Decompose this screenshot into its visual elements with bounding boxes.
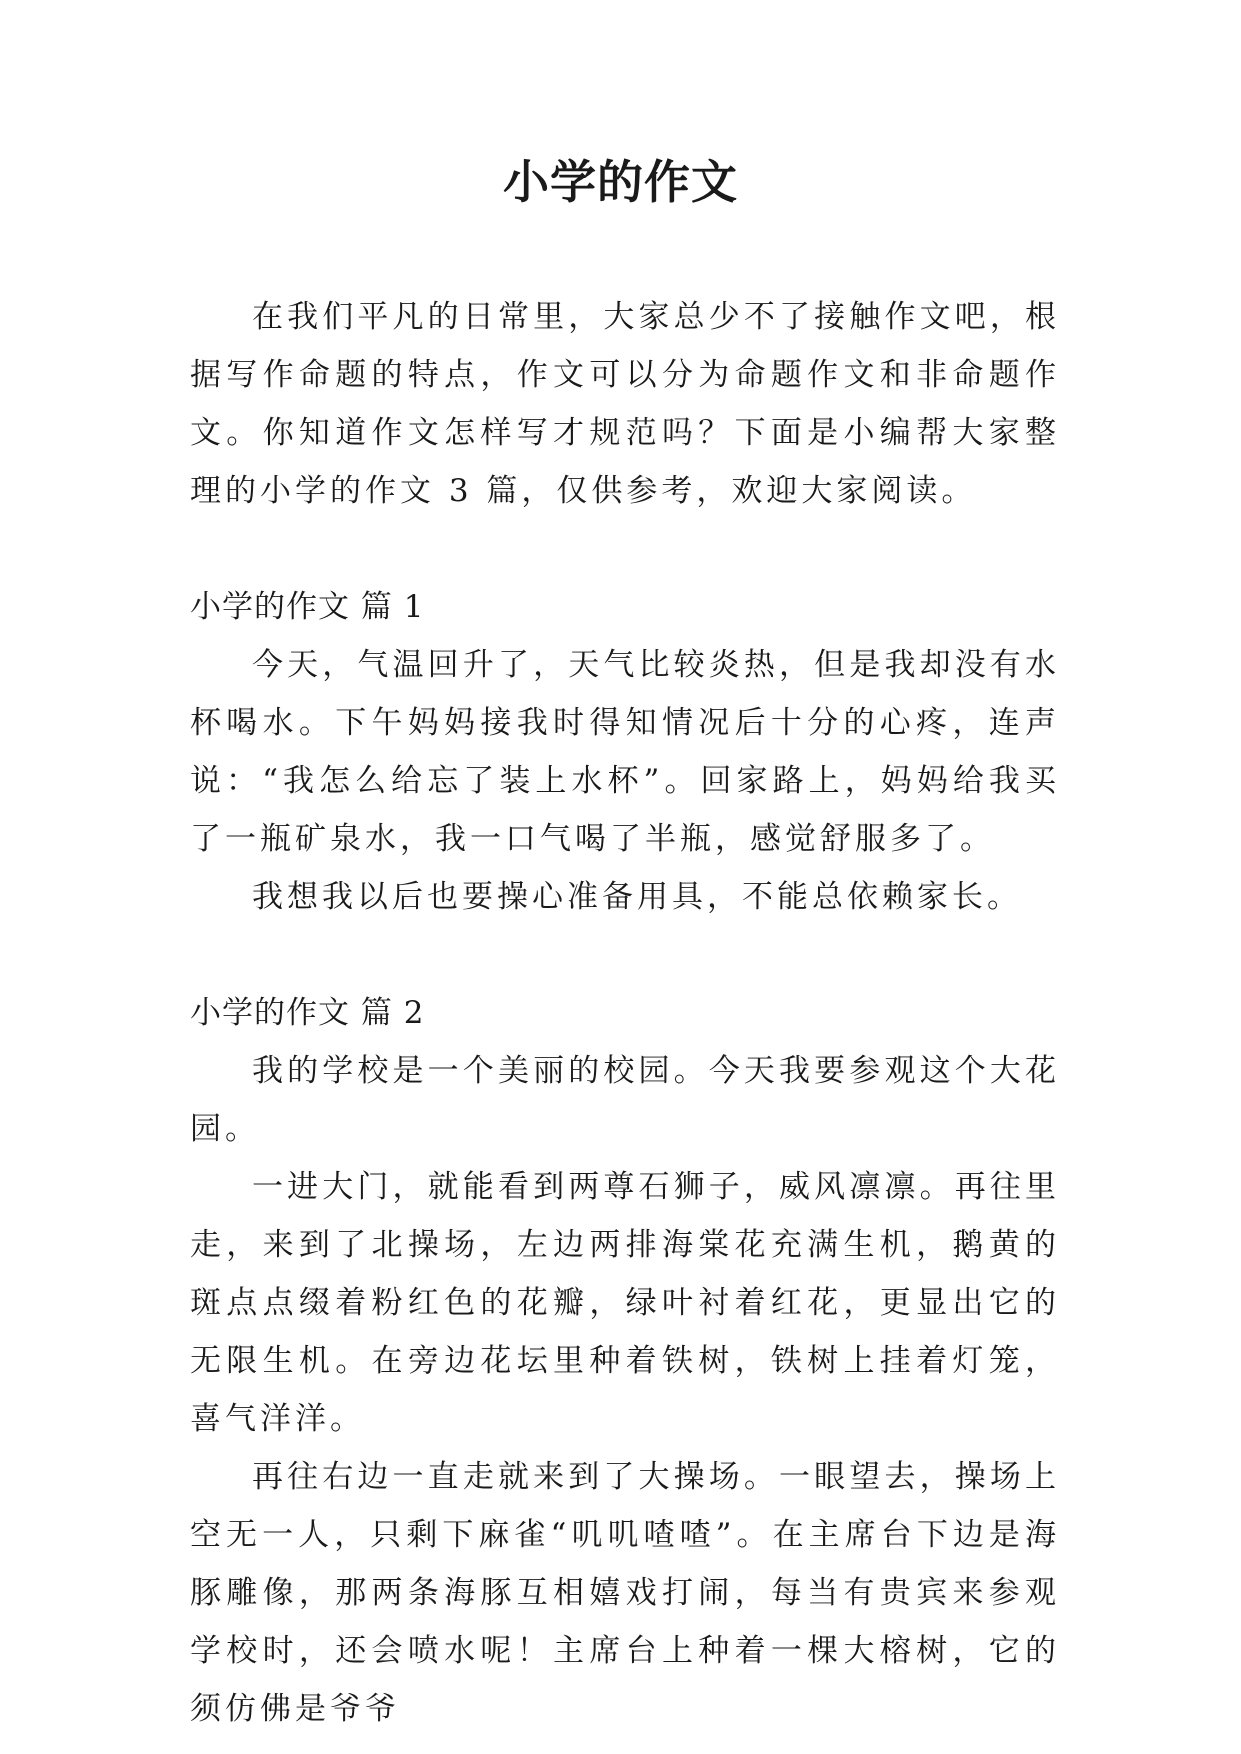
document-body — [190, 288, 1060, 1738]
section-heading-1: 小学的作文 篇 1 — [190, 589, 425, 625]
section-heading-2: 小学的作文 篇 2 — [190, 995, 425, 1031]
section-1-paragraph-1: 今天，气温回升了，天气比较炎热，但是我却没有水杯喝水。下午妈妈接我时得知情况后十分的心疼，连声说：“我怎么给忘了装上水杯”。回家路上，妈妈给我买了一瓶矿泉水，我一口气喝了半瓶，感觉舒服多了。 — [190, 647, 1060, 857]
document-title: 小学的作文 — [503, 155, 738, 209]
section-2-paragraph-3: 再往右边一直走就来到了大操场。一眼望去，操场上空无一人，只剩下麻雀“叽叽喳喳”。在主席台下边是海豚雕像，那两条海豚互相嬉戏打闹，每当有贵宾来参观学校时，还会喷水呢！主席台上种着一棵大榕树，它的须仿佛是爷爷 — [190, 1459, 1060, 1727]
section-2-paragraph-1: 我的学校是一个美丽的校园。今天我要参观这个大花园。 — [190, 1053, 1060, 1147]
section-2-paragraph-2: 一进大门，就能看到两尊石狮子，威风凛凛。再往里走，来到了北操场，左边两排海棠花充满生机，鹅黄的斑点点缀着粉红色的花瓣，绿叶衬着红花，更显出它的无限生机。在旁边花坛里种着铁树，铁树上挂着灯笼，喜气洋洋。 — [190, 1169, 1060, 1437]
section-1-paragraph-2: 我想我以后也要操心准备用具，不能总依赖家长。 — [252, 879, 1022, 915]
intro-paragraph: 在我们平凡的日常里，大家总少不了接触作文吧，根据写作命题的特点，作文可以分为命题作文和非命题作文。你知道作文怎样写才规范吗？下面是小编帮大家整理的小学的作文 3 篇，仅供参考，欢迎大家阅读。 — [190, 299, 1060, 509]
